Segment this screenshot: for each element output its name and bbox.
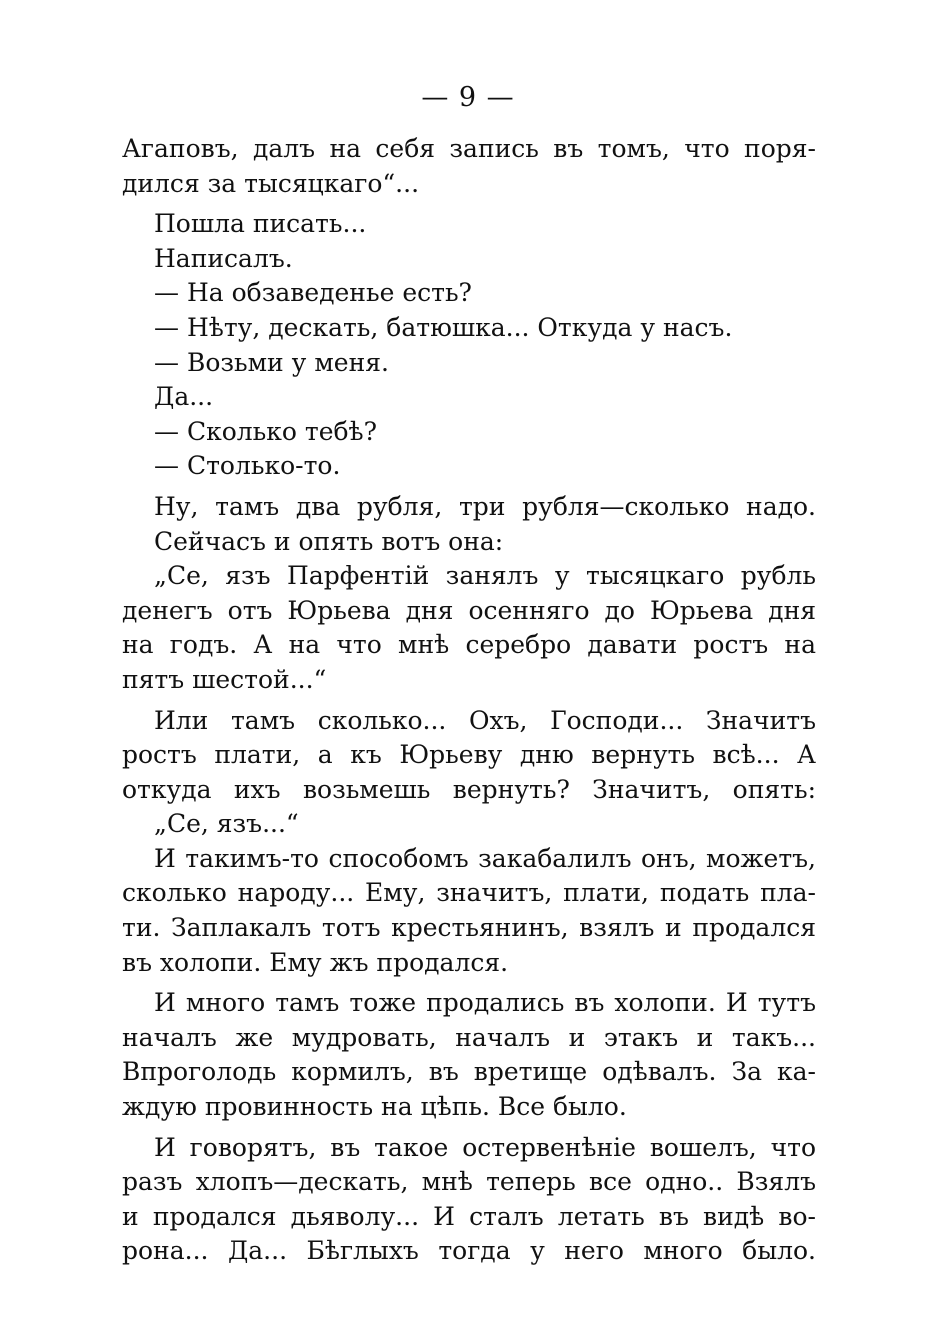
text-line: „Се, язъ...“ (154, 809, 299, 839)
text-line: ти. Заплакалъ тотъ крестьянинъ, взялъ и продался (122, 913, 816, 943)
text-line: И много тамъ тоже продались въ холопи. И тутъ (154, 988, 816, 1018)
text-line: Или тамъ сколько... Охъ, Господи... Значитъ (154, 705, 816, 735)
text-line: Написалъ. (154, 243, 293, 273)
text-line: ждую провинность на цѣпь. Все было. (122, 1092, 627, 1122)
text-line: — Столько-то. (154, 451, 341, 481)
text-line: Да... (154, 382, 214, 412)
text-line: ростъ плати, а къ Юрьеву дню вернуть всѣ... А (122, 740, 816, 770)
text-line: дился за тысяцкаго“... (122, 168, 420, 198)
text-line: рона... Да... Бѣглыхъ тогда у него много было. (122, 1236, 816, 1266)
text-line: сколько народу... Ему, значитъ, плати, подать пла- (122, 878, 816, 908)
text-line: на годъ. А на что мнѣ серебро давати ростъ на (122, 630, 816, 660)
text-line: Впроголодь кормилъ, въ вретище одѣвалъ. За ка- (122, 1057, 816, 1087)
text-line: разъ хлопъ—дескать, мнѣ теперь все одно.. Взялъ (122, 1167, 816, 1197)
text-line: — На обзаведенье есть? (154, 278, 472, 308)
page-number: — 9 — (421, 82, 515, 113)
text-line: Сейчасъ и опять вотъ она: (154, 526, 504, 556)
text-line: денегъ отъ Юрьева дня осенняго до Юрьева дня (122, 595, 816, 625)
text-line: пятъ шестой...“ (122, 664, 327, 694)
text-line: откуда ихъ возьмешь вернуть? Значитъ, опять: (122, 774, 816, 804)
text-line: И говорятъ, въ такое остервенѣніе вошелъ, что (154, 1132, 816, 1162)
text-line: — Сколько тебѣ? (154, 416, 378, 446)
text-line: И такимъ-то способомъ закабалилъ онъ, можетъ, (154, 843, 816, 873)
text-line: и продался дьяволу... И сталъ летать въ видѣ во- (122, 1201, 816, 1231)
text-line: въ холопи. Ему жъ продался. (122, 947, 509, 977)
page-text (122, 132, 816, 1269)
text-line: Пошла писать... (154, 209, 367, 239)
text-line: — Возьми у меня. (154, 347, 389, 377)
text-line: „Се, язъ Парфентій занялъ у тысяцкаго рубль (154, 561, 816, 591)
text-line: Ну, тамъ два рубля, три рубля—сколько надо. (154, 491, 816, 521)
text-line: Агаповъ, далъ на себя запись въ томъ, что поря- (122, 134, 816, 163)
text-line: — Нѣту, дескать, батюшка... Откуда у насъ. (154, 312, 733, 342)
text-line: началъ же мудровать, началъ и этакъ и такъ... (122, 1022, 816, 1052)
